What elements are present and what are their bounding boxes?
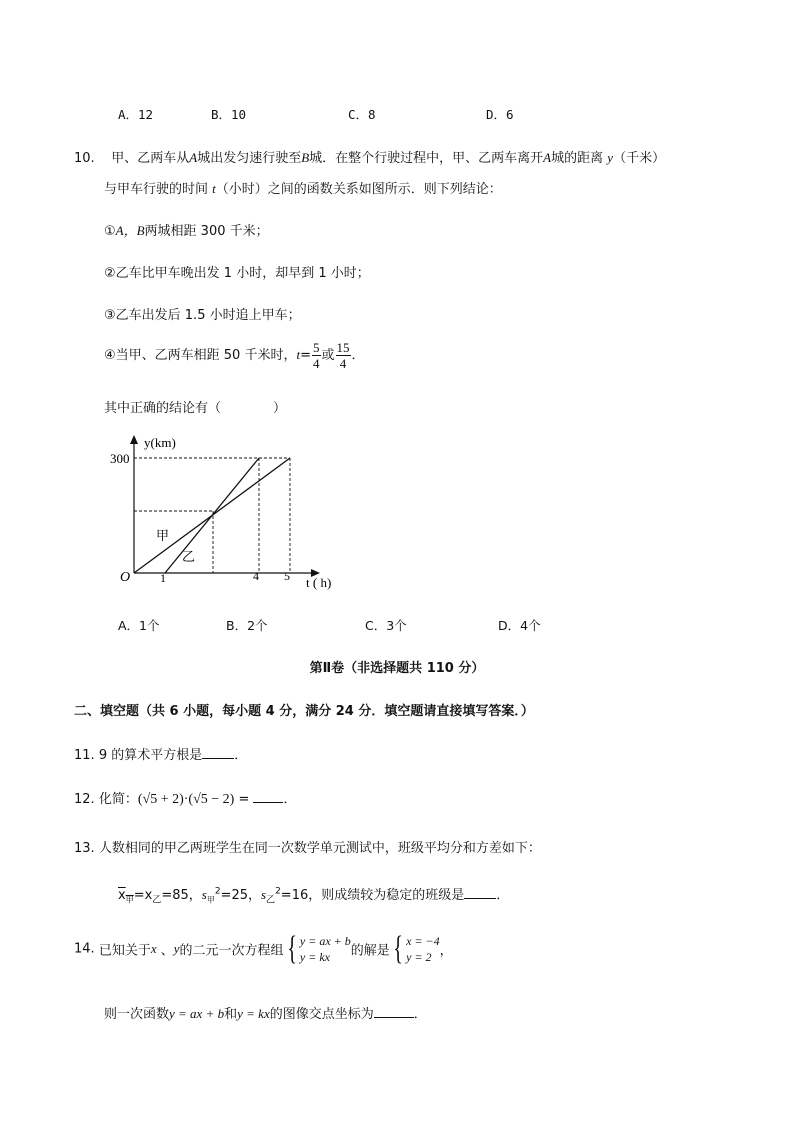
q13-text: 人数相同的甲乙两班学生在同一次数学单元测试中，班级平均分和方差如下：	[98, 841, 541, 856]
line-yi	[165, 458, 259, 573]
equation-system	[300, 933, 351, 965]
answer-blank[interactable]	[253, 790, 283, 803]
q10-var-a: A	[189, 150, 198, 165]
q10-option-b: B．2个	[226, 618, 268, 633]
q14-text: 的解是	[350, 943, 390, 959]
section2-heading: 二、填空题（共 6 小题，每小题 4 分，满分 24 分．填空题请直接填写答案．）	[74, 704, 534, 719]
var-s: s	[201, 887, 207, 902]
subscript: 甲	[125, 895, 134, 905]
q10-text: 城．在整个行驶过程中，甲、乙两车离开	[309, 151, 544, 166]
q13-line1	[74, 837, 541, 856]
q10-var-y: y	[607, 150, 614, 165]
q10-option-d: D．4个	[498, 618, 541, 633]
q12-number: 12.	[74, 792, 95, 807]
x-tick-5: 5	[284, 569, 290, 583]
solution: y = 2	[406, 950, 432, 964]
q13-number: 13.	[74, 841, 95, 856]
fraction-5-4	[312, 340, 321, 371]
q10-stem-line1	[74, 147, 665, 166]
equation: y = kx	[299, 950, 330, 964]
q10-text: （小时）之间的函数关系如图所示．则下列结论：	[215, 182, 502, 197]
answer-blank[interactable]	[202, 746, 234, 759]
subscript: 乙	[266, 895, 276, 906]
q10-text: 甲、乙两车从	[111, 151, 190, 166]
q10-option-c: C．3个	[365, 618, 407, 633]
q12-text: 化简：	[98, 792, 138, 807]
q12-text: =	[234, 792, 250, 807]
q11-text: ．	[234, 748, 248, 763]
q12	[74, 788, 297, 808]
q10-option-a: A．1个	[118, 618, 160, 633]
q10-text: ①	[104, 224, 116, 239]
superscript: 2	[275, 886, 281, 897]
subscript: 甲	[206, 895, 215, 905]
x-axis-label: t ( h)	[306, 575, 332, 590]
q13-text: =25，	[220, 888, 261, 903]
x-tick-4: 4	[253, 569, 259, 583]
label-yi: 乙	[182, 549, 196, 564]
q10-var-t: t	[296, 347, 301, 362]
answer-blank[interactable]	[464, 886, 496, 899]
var-x: x	[150, 941, 157, 956]
q9-option-a: A．12	[118, 107, 154, 122]
q9-option-c: C．8	[348, 107, 376, 122]
q10-text: 城出发匀速行驶至	[197, 151, 302, 166]
label-jia: 甲	[156, 528, 170, 543]
q10-text: ④当甲、乙两车相距 50 千米时，	[104, 348, 297, 363]
x-tick-1: 1	[160, 571, 166, 585]
q10-conclusion-3: ③乙车出发后 1.5 小时追上甲车；	[104, 308, 301, 323]
var-y: y	[173, 941, 180, 956]
solution: x = −4	[406, 934, 440, 948]
q14-text: 、	[156, 943, 174, 959]
mean-jia	[118, 888, 134, 903]
q10-conclusion-4	[104, 340, 365, 371]
q14-text: 的图像交点坐标为	[269, 1007, 374, 1022]
q10-stem-line2	[104, 178, 502, 197]
denominator: 4	[313, 356, 320, 371]
q10-conclusion-1	[104, 220, 269, 239]
q10-conclusion-2: ②乙车比甲车晚出发 1 小时，却早到 1 小时；	[104, 266, 370, 281]
q12-text: ．	[283, 792, 297, 807]
numerator: 15	[336, 340, 350, 355]
q10-text: 两城相距 300 千米；	[144, 224, 269, 239]
q13-text: =85，	[161, 888, 202, 903]
part2-title: 第Ⅱ卷（非选择题共 110 分）	[309, 661, 485, 676]
left-brace-icon: {	[286, 930, 297, 967]
numerator: 5	[313, 340, 320, 355]
superscript: 2	[214, 886, 221, 897]
q14-text: 则一次函数	[104, 1007, 170, 1022]
q13-text: =x	[133, 888, 153, 903]
function: y = kx	[237, 1006, 270, 1021]
origin-label: O	[120, 570, 131, 585]
q14-line1	[74, 932, 453, 966]
y-axis-arrow-icon	[130, 435, 138, 444]
q14-text: 已知关于	[98, 943, 151, 959]
function: y = ax + b	[169, 1006, 225, 1021]
fraction-15-4	[336, 340, 351, 371]
var-x: x	[118, 888, 126, 903]
solution-system	[406, 933, 440, 965]
y-tick-300: 300	[110, 451, 130, 466]
q14-text: ，	[439, 943, 453, 959]
q14-line2	[104, 1003, 427, 1022]
answer-blank[interactable]	[374, 1005, 414, 1018]
q10-graph	[110, 430, 350, 595]
q10-var-b: B	[301, 150, 310, 165]
q11-text: 9 的算术平方根是	[98, 748, 203, 763]
q11	[74, 744, 247, 763]
equation: y = ax + b	[299, 934, 351, 948]
q10-number: 10.	[74, 151, 95, 166]
q11-number: 11.	[74, 748, 95, 763]
q13-text: ．	[496, 888, 510, 903]
q14-text: 的二元一次方程组	[179, 943, 284, 959]
q10-text: 与甲车行驶的时间	[104, 182, 209, 197]
q14-text: 和	[224, 1007, 238, 1022]
q9-option-b: B．10	[211, 107, 247, 122]
left-brace-icon: {	[393, 930, 403, 967]
subscript: 乙	[152, 895, 162, 906]
denominator: 4	[339, 356, 347, 371]
q13-line2	[118, 884, 509, 906]
y-axis-label: y(km)	[144, 435, 176, 450]
q10-text: =	[300, 348, 311, 363]
q14-text: ．	[413, 1007, 427, 1022]
q10-var-a: A	[543, 150, 552, 165]
q9-option-d: D．6	[486, 107, 514, 122]
q10-var-ab: A，B	[115, 223, 145, 238]
q10-text: 或	[321, 348, 335, 363]
var-s: s	[260, 887, 267, 902]
q14-number: 14.	[74, 941, 95, 957]
q10-text: ．	[351, 348, 365, 363]
q10-var-t: t	[212, 181, 216, 196]
q12-expression: (√5 + 2)·(√5 − 2)	[137, 792, 235, 807]
q10-text: 城的距离	[551, 151, 604, 166]
q10-prompt: 其中正确的结论有（ ）	[104, 401, 287, 416]
q13-text: =16，则成绩较为稳定的班级是	[280, 888, 465, 903]
q10-text: （千米）	[613, 151, 666, 166]
